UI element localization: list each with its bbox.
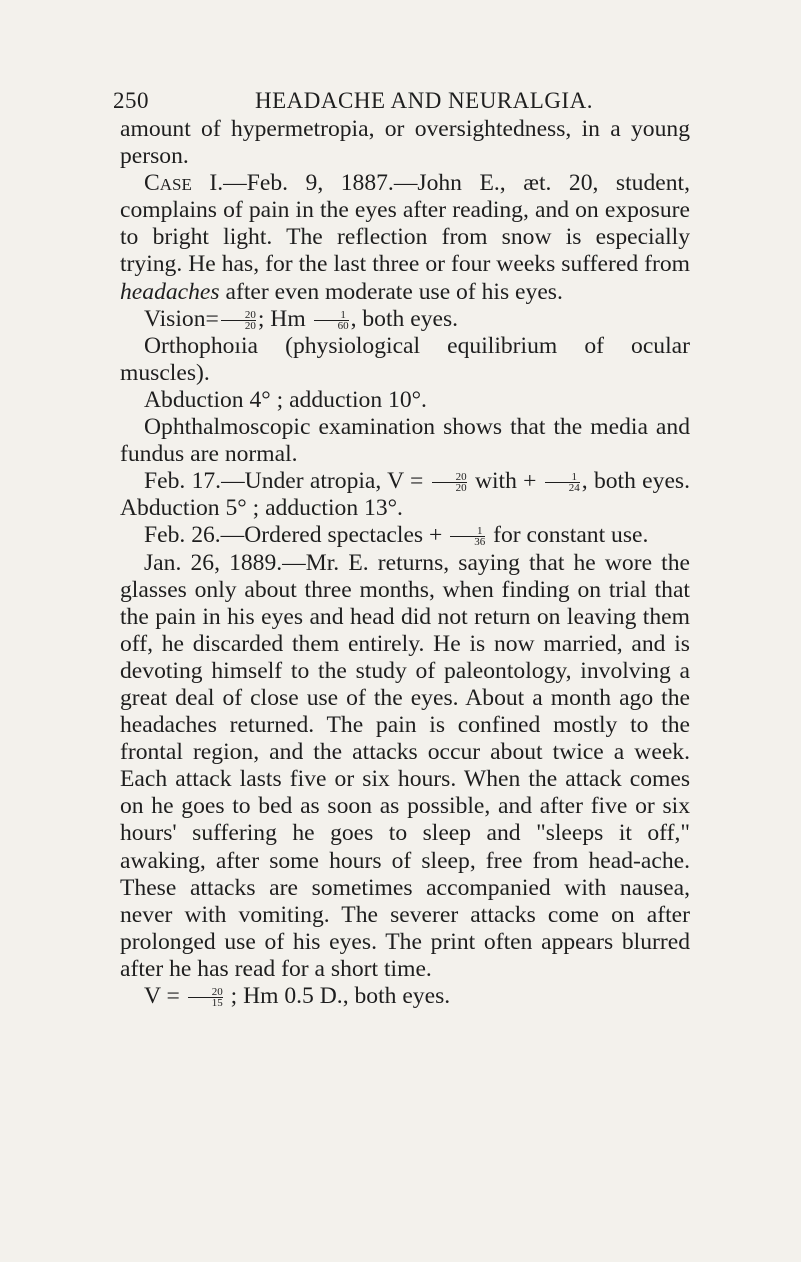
ophthalmoscopic-paragraph: Ophthalmoscopic examination shows that the media and fundus are normal. — [120, 414, 690, 468]
fraction-den: 24 — [568, 482, 580, 495]
feb17-mid: with + — [468, 468, 543, 495]
fraction-den: 20 — [455, 482, 467, 495]
feb26-pre: Feb. 26.—Ordered spectacles + — [144, 522, 449, 549]
feb17-post: , both eyes. Abduction 5° ; adduction 13°. — [120, 468, 690, 522]
vision2-post: ; Hm 0.5 D., both eyes. — [224, 983, 451, 1009]
vision-line-1 — [120, 306, 690, 333]
feb26-post: for constant use. — [487, 522, 649, 549]
fraction — [450, 526, 485, 547]
fraction-den: 20 — [244, 319, 256, 332]
feb26-paragraph — [120, 522, 690, 549]
orthophoria-paragraph: Orthophoıia (physiological equilibrium of ocular muscles). — [120, 332, 690, 386]
body-text — [120, 116, 690, 1010]
case-text: —Feb. 9, 1887.—John E., æt. 20, student, complains of pain in the eyes after reading, and on exposure to bright light. The reflection from snow is especially trying. He has, for the last three or four weeks suffered from — [120, 170, 690, 278]
abduction-line-1: Abduction 4° ; adduction 10°. — [144, 386, 427, 413]
fraction-num: 1 — [545, 472, 580, 483]
fraction — [221, 310, 256, 331]
fraction — [432, 472, 467, 493]
case-label: Case I. — [144, 170, 224, 197]
fraction-num: 20 — [432, 472, 467, 483]
fraction-num: 20 — [188, 987, 223, 998]
case-emphasis: headaches — [120, 278, 220, 305]
page-number: 250 — [113, 88, 149, 113]
fraction-den: 60 — [337, 319, 349, 332]
jan26-paragraph: Jan. 26, 1889.—Mr. E. returns, saying that he wore the glasses only about three months, when finding on trial that the pain in his eyes and head did not return on leaving them off, he discarded them entirely. He is now married, and is devoting himself to the study of paleontology, involving a great deal of close use of the eyes. About a month ago the headaches returned. The pain is confined mostly to the frontal region, and the attacks occur about twice a week. Each attack lasts five or six hours. When the attack comes on he goes to bed as soon as possible, and after five or six hours' suffering he goes to sleep and "sleeps it off," awaking, after some hours of sleep, free from head-ache. These attacks are sometimes accompanied with nausea, never with vomiting. The severer attacks come on after prolonged use of his eyes. The print often appears blurred after he has read for a short time. — [120, 549, 690, 982]
paragraph-continuation: amount of hypermetropia, or oversightedness, in a young person. — [120, 116, 690, 170]
vision1-post: , both eyes. — [350, 305, 459, 332]
fraction-num: 1 — [450, 526, 485, 537]
case-text-end: after even moderate use of his eyes. — [219, 278, 563, 305]
feb17-paragraph — [120, 468, 690, 522]
fraction — [545, 472, 580, 493]
vision1-mid: ; Hm — [257, 305, 312, 332]
case-paragraph — [120, 170, 690, 305]
fraction — [314, 310, 349, 331]
feb17-pre: Feb. 17.—Under atropia, V = — [144, 468, 430, 495]
fraction — [188, 987, 223, 1008]
vision1-pre: Vision= — [144, 305, 219, 332]
fraction-num: 1 — [314, 310, 349, 321]
vision-line-2 — [120, 983, 690, 1010]
running-title: HEADACHE AND NEURALGIA. — [255, 88, 593, 113]
vision2-pre: V = — [144, 983, 186, 1009]
fraction-den: 36 — [474, 536, 486, 549]
fraction-num: 20 — [221, 310, 256, 321]
fraction-den: 15 — [211, 997, 223, 1010]
